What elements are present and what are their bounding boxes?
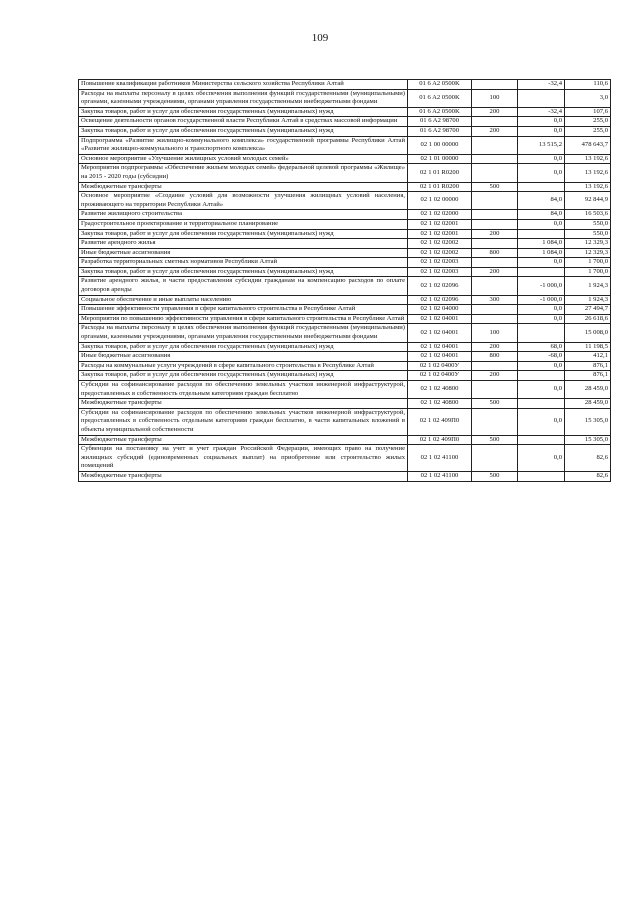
row-expense-type-cell [472, 361, 518, 371]
row-expense-type-cell [472, 154, 518, 164]
row-code-cell: 01 6 A2 0500K [408, 107, 472, 117]
row-change-cell: 0,0 [518, 154, 565, 164]
row-name-cell: Подпрограмма «Развитие жилищно-коммунального комплекса» государственной программы Республики Алтай «Развитие жилищно-коммунального и транспортного комплекса» [79, 136, 408, 154]
row-total-cell: 255,0 [565, 117, 611, 127]
row-total-cell: 15 008,0 [565, 324, 611, 342]
row-expense-type-cell [472, 408, 518, 435]
row-change-cell [518, 471, 565, 481]
row-name-cell: Закупка товаров, работ и услуг для обеспечения государственных (муниципальных) нужд [79, 229, 408, 239]
row-total-cell: 12 329,3 [565, 248, 611, 258]
row-code-cell: 02 1 02 41100 [408, 445, 472, 472]
row-change-cell: 1 084,0 [518, 239, 565, 249]
table-row [79, 219, 611, 229]
row-expense-type-cell [472, 219, 518, 229]
row-expense-type-cell: 200 [472, 342, 518, 352]
page-number: 109 [311, 32, 329, 44]
row-code-cell: 02 1 02 02096 [408, 295, 472, 305]
row-change-cell: 68,0 [518, 342, 565, 352]
row-name-cell: Разработка территориальных сметных нормативов Республики Алтай [79, 258, 408, 268]
row-code-cell: 02 1 02 04000 [408, 305, 472, 315]
row-change-cell [518, 89, 565, 107]
row-code-cell: 02 1 02 41100 [408, 471, 472, 481]
row-expense-type-cell [472, 445, 518, 472]
row-change-cell: 0,0 [518, 117, 565, 127]
row-name-cell: Закупка товаров, работ и услуг для обеспечения государственных (муниципальных) нужд [79, 126, 408, 136]
row-expense-type-cell: 200 [472, 267, 518, 277]
row-total-cell: 876,1 [565, 371, 611, 381]
row-code-cell: 02 1 02 40800 [408, 399, 472, 409]
row-change-cell [518, 399, 565, 409]
row-change-cell [518, 182, 565, 192]
row-total-cell: 3,0 [565, 89, 611, 107]
row-name-cell: Социальное обеспечение и иные выплаты населению [79, 295, 408, 305]
row-total-cell: 12 329,3 [565, 239, 611, 249]
row-name-cell: Субсидии на софинансирование расходов по обеспечению земельных участков инженерной инфраструктурой, предоставленных в собственность отдельным категориям граждан бесплатно, в части капитальных вложений в объекты муниципальной собственности [79, 408, 408, 435]
table-row [79, 229, 611, 239]
budget-table-body [79, 80, 611, 482]
row-name-cell: Градостроительное проектирование и территориальное планирование [79, 219, 408, 229]
row-name-cell: Закупка товаров, работ и услуг для обеспечения государственных (муниципальных) нужд [79, 371, 408, 381]
row-total-cell: 13 192,6 [565, 182, 611, 192]
table-row [79, 258, 611, 268]
row-expense-type-cell [472, 277, 518, 295]
row-change-cell: 0,0 [518, 126, 565, 136]
row-code-cell: 02 1 02 0400У [408, 361, 472, 371]
row-change-cell: 84,0 [518, 210, 565, 220]
table-row [79, 126, 611, 136]
row-change-cell: 0,0 [518, 408, 565, 435]
row-code-cell: 01 6 A2 0500K [408, 89, 472, 107]
table-row [79, 277, 611, 295]
row-change-cell: 0,0 [518, 314, 565, 324]
table-row [79, 136, 611, 154]
row-change-cell: -68,0 [518, 352, 565, 362]
row-name-cell: Межбюджетные трансферты [79, 471, 408, 481]
row-total-cell: 15 305,0 [565, 408, 611, 435]
row-name-cell: Развитие арендного жилья [79, 239, 408, 249]
table-row [79, 267, 611, 277]
row-total-cell: 1 924,3 [565, 277, 611, 295]
row-name-cell: Освещение деятельности органов государственной власти Республики Алтай в средствах массовой информации [79, 117, 408, 127]
table-row [79, 371, 611, 381]
row-change-cell: 0,0 [518, 381, 565, 399]
row-code-cell: 02 1 02 02003 [408, 258, 472, 268]
table-row [79, 352, 611, 362]
row-name-cell: Основное мероприятие «Создание условий для возможности улучшения жилищных условий населения, проживающего на территории Республики Алтай» [79, 192, 408, 210]
row-change-cell: 0,0 [518, 445, 565, 472]
row-total-cell: 550,0 [565, 219, 611, 229]
table-row [79, 361, 611, 371]
row-expense-type-cell: 200 [472, 107, 518, 117]
row-expense-type-cell [472, 305, 518, 315]
row-name-cell: Повышение квалификации работников Министерства сельского хозяйства Республики Алтай [79, 80, 408, 90]
row-expense-type-cell: 100 [472, 89, 518, 107]
row-total-cell: 92 844,9 [565, 192, 611, 210]
row-code-cell: 02 1 02 02001 [408, 219, 472, 229]
row-name-cell: Развитие арендного жилья, в части предоставления субсидии гражданам на компенсацию расходов по оплате договоров аренды [79, 277, 408, 295]
row-change-cell: 0,0 [518, 361, 565, 371]
row-total-cell: 16 503,6 [565, 210, 611, 220]
row-expense-type-cell [472, 258, 518, 268]
row-total-cell: 15 305,0 [565, 435, 611, 445]
row-expense-type-cell: 500 [472, 399, 518, 409]
row-total-cell: 110,6 [565, 80, 611, 90]
row-name-cell: Субсидии на софинансирование расходов по обеспечению земельных участков инженерной инфраструктурой, предоставленных в собственность отдельным категориям граждан бесплатно [79, 381, 408, 399]
row-code-cell: 02 1 02 02003 [408, 267, 472, 277]
row-total-cell: 27 494,7 [565, 305, 611, 315]
table-row [79, 445, 611, 472]
row-name-cell: Закупка товаров, работ и услуг для обеспечения государственных (муниципальных) нужд [79, 342, 408, 352]
row-code-cell: 02 1 02 02001 [408, 229, 472, 239]
row-name-cell: Развитие жилищного строительства [79, 210, 408, 220]
row-change-cell: 84,0 [518, 192, 565, 210]
row-name-cell: Закупка товаров, работ и услуг для обеспечения государственных (муниципальных) нужд [79, 107, 408, 117]
table-row [79, 154, 611, 164]
row-expense-type-cell: 200 [472, 126, 518, 136]
row-total-cell: 107,6 [565, 107, 611, 117]
row-change-cell [518, 435, 565, 445]
table-row [79, 182, 611, 192]
row-code-cell: 02 1 01 00000 [408, 154, 472, 164]
row-change-cell: 13 515,2 [518, 136, 565, 154]
row-change-cell [518, 267, 565, 277]
row-code-cell: 02 1 02 04001 [408, 352, 472, 362]
table-row [79, 305, 611, 315]
table-row [79, 239, 611, 249]
row-code-cell: 02 1 02 02096 [408, 277, 472, 295]
table-row [79, 399, 611, 409]
row-code-cell: 02 1 02 02002 [408, 239, 472, 249]
row-change-cell: 0,0 [518, 258, 565, 268]
row-expense-type-cell [472, 136, 518, 154]
row-total-cell: 550,0 [565, 229, 611, 239]
row-change-cell: 1 084,0 [518, 248, 565, 258]
row-change-cell [518, 324, 565, 342]
row-change-cell [518, 371, 565, 381]
table-row [79, 89, 611, 107]
row-expense-type-cell: 800 [472, 352, 518, 362]
table-row [79, 80, 611, 90]
row-code-cell: 02 1 01 R0200 [408, 182, 472, 192]
row-expense-type-cell [472, 164, 518, 182]
table-row [79, 107, 611, 117]
table-row [79, 381, 611, 399]
row-total-cell: 478 643,7 [565, 136, 611, 154]
table-row [79, 408, 611, 435]
row-code-cell: 02 1 02 00000 [408, 192, 472, 210]
row-code-cell: 02 1 02 04001 [408, 342, 472, 352]
row-code-cell: 02 1 02 02002 [408, 248, 472, 258]
row-total-cell: 26 618,6 [565, 314, 611, 324]
row-code-cell: 02 1 02 409П0 [408, 408, 472, 435]
row-total-cell: 82,6 [565, 471, 611, 481]
row-total-cell: 13 192,6 [565, 164, 611, 182]
row-expense-type-cell [472, 80, 518, 90]
row-code-cell: 02 1 02 02000 [408, 210, 472, 220]
row-total-cell: 1 700,0 [565, 258, 611, 268]
row-total-cell: 876,1 [565, 361, 611, 371]
row-name-cell: Мероприятия подпрограммы «Обеспечение жильем молодых семей» федеральной целевой программы «Жилище» на 2015 - 2020 годы (субсидии) [79, 164, 408, 182]
row-name-cell: Иные бюджетные ассигнования [79, 352, 408, 362]
row-expense-type-cell: 100 [472, 324, 518, 342]
row-total-cell: 13 192,6 [565, 154, 611, 164]
row-name-cell: Мероприятия по повышению эффективности управления в сфере капитального строительства в Республике Алтай [79, 314, 408, 324]
table-row [79, 248, 611, 258]
row-code-cell: 01 6 A2 98700 [408, 126, 472, 136]
row-name-cell: Субвенции на постановку на учет и учет граждан Российской Федерации, имеющих право на получение жилищных субсидий (единовременных социальных выплат) на приобретение или строительство жилых помещений [79, 445, 408, 472]
table-row [79, 471, 611, 481]
table-row [79, 192, 611, 210]
row-expense-type-cell [472, 210, 518, 220]
row-code-cell: 02 1 02 40800 [408, 381, 472, 399]
row-expense-type-cell: 500 [472, 435, 518, 445]
row-expense-type-cell [472, 117, 518, 127]
row-name-cell: Повышение эффективности управления в сфере капитального строительства в Республике Алтай [79, 305, 408, 315]
row-expense-type-cell: 800 [472, 248, 518, 258]
table-row [79, 164, 611, 182]
row-code-cell: 01 6 A2 98700 [408, 117, 472, 127]
row-code-cell: 02 1 02 409П0 [408, 435, 472, 445]
row-total-cell: 82,6 [565, 445, 611, 472]
row-name-cell: Закупка товаров, работ и услуг для обеспечения государственных (муниципальных) нужд [79, 267, 408, 277]
table-row [79, 210, 611, 220]
table-row [79, 342, 611, 352]
row-change-cell: -1 000,0 [518, 295, 565, 305]
row-code-cell: 02 1 00 00000 [408, 136, 472, 154]
row-total-cell: 28 459,0 [565, 399, 611, 409]
row-total-cell: 1 700,0 [565, 267, 611, 277]
table-row [79, 295, 611, 305]
row-name-cell: Расходы на выплаты персоналу в целях обеспечения выполнения функций государственными (муниципальными) органами, казенными учреждениями, органами управления государственными внебюджетными фондами [79, 89, 408, 107]
row-code-cell: 02 1 02 04001 [408, 314, 472, 324]
row-change-cell [518, 229, 565, 239]
row-expense-type-cell: 200 [472, 229, 518, 239]
row-name-cell: Межбюджетные трансферты [79, 182, 408, 192]
table-row [79, 324, 611, 342]
row-change-cell: -1 000,0 [518, 277, 565, 295]
row-total-cell: 1 924,3 [565, 295, 611, 305]
row-expense-type-cell: 500 [472, 182, 518, 192]
row-change-cell: 0,0 [518, 164, 565, 182]
row-expense-type-cell [472, 314, 518, 324]
row-total-cell: 28 459,0 [565, 381, 611, 399]
row-expense-type-cell [472, 192, 518, 210]
row-change-cell: 0,0 [518, 305, 565, 315]
budget-table [78, 79, 611, 482]
row-name-cell: Расходы на выплаты персоналу в целях обеспечения выполнения функций государственными (муниципальными) органами, казенными учреждениями, органами управления государственными внебюджетными фондами [79, 324, 408, 342]
row-change-cell: 0,0 [518, 219, 565, 229]
row-total-cell: 412,1 [565, 352, 611, 362]
table-row [79, 435, 611, 445]
row-expense-type-cell: 500 [472, 471, 518, 481]
row-change-cell: -32,4 [518, 80, 565, 90]
row-code-cell: 01 6 A2 0500K [408, 80, 472, 90]
row-expense-type-cell: 200 [472, 371, 518, 381]
row-code-cell: 02 1 01 R0200 [408, 164, 472, 182]
table-row [79, 314, 611, 324]
row-code-cell: 02 1 02 0400У [408, 371, 472, 381]
row-change-cell: -32,4 [518, 107, 565, 117]
row-expense-type-cell: 300 [472, 295, 518, 305]
row-name-cell: Межбюджетные трансферты [79, 435, 408, 445]
row-name-cell: Межбюджетные трансферты [79, 399, 408, 409]
row-expense-type-cell [472, 239, 518, 249]
row-total-cell: 255,0 [565, 126, 611, 136]
row-name-cell: Расходы на коммунальные услуги учреждений в сфере капитального строительства в Республике Алтай [79, 361, 408, 371]
row-name-cell: Иные бюджетные ассигнования [79, 248, 408, 258]
table-row [79, 117, 611, 127]
row-code-cell: 02 1 02 04001 [408, 324, 472, 342]
row-expense-type-cell [472, 381, 518, 399]
row-total-cell: 11 198,5 [565, 342, 611, 352]
row-name-cell: Основное мероприятие «Улучшение жилищных условий молодых семей» [79, 154, 408, 164]
